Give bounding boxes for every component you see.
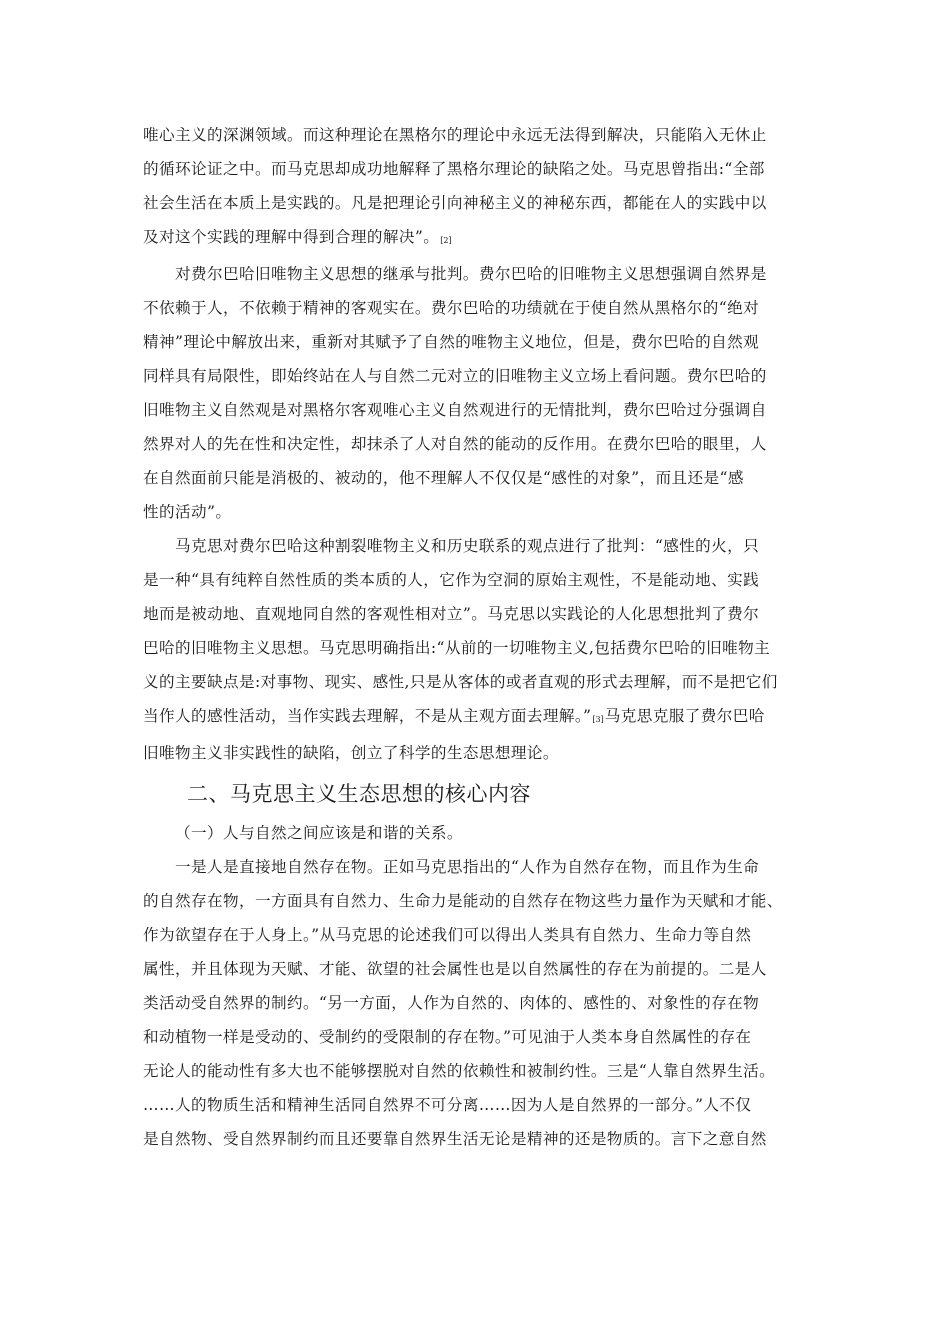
- paragraph-marx-critique: [143, 529, 819, 770]
- text-line: 是自然物、受自然界制约而且还要靠自然界生活无论是精神的还是物质的。言下之意自然: [143, 1130, 767, 1148]
- text-line: 属性，并且体现为天赋、才能、欲望的社会属性也是以自然属性的存在为前提的。二是人: [143, 960, 767, 978]
- text-line: 作为欲望存在于人身上。”从马克思的论述我们可以得出人类具有自然力、生命力等自然: [143, 926, 752, 944]
- paragraph-hegel-critique: [143, 118, 819, 257]
- citation-marker: [3]: [592, 715, 604, 724]
- text-line: 无论人的能动性有多大也不能够摆脱对自然的依赖性和被制约性。三是“人靠自然界生活。: [143, 1062, 776, 1080]
- text-line: 不依赖于人，不依赖于精神的客观实在。费尔巴哈的功绩就在于使自然从黑格尔的“绝对: [143, 299, 760, 317]
- text-segment: 当作人的感性活动，当作实践去理解，不是从主观方面去理解。”: [143, 707, 592, 725]
- text-line: ……人的物质生活和精神生活同自然界不可分离……因为人是自然界的一部分。”人不仅: [143, 1096, 752, 1114]
- text-segment: 马克思克服了费尔巴哈: [604, 707, 765, 725]
- paragraph-feuerbach-inheritance: [143, 257, 819, 529]
- text-line: 一是人是直接地自然存在物。正如马克思指出的“人作为自然存在物，而且作为生命: [175, 858, 760, 876]
- text-line: 社会生活在本质上是实践的。凡是把理论引向神秘主义的神秘东西，都能在人的实践中以: [143, 194, 767, 212]
- text-line: 同样具有局限性，即始终站在人与自然二元对立的旧唯物主义立场上看问题。费尔巴哈的: [143, 367, 767, 385]
- text-line: 马克思对费尔巴哈这种割裂唯物主义和历史联系的观点进行了批判：“感性的火，只: [175, 537, 760, 555]
- text-line: 巴哈的旧唯物主义思想。马克思明确指出:“从前的一切唯物主义,包括费尔巴哈的旧唯物主: [143, 639, 771, 657]
- text-line: 旧唯物主义自然观是对黑格尔客观唯心主义自然观进行的无情批判，费尔巴哈过分强调自: [143, 401, 767, 419]
- citation-marker: [2]: [440, 236, 452, 245]
- text-segment: 及对这个实践的理解中得到合理的解决”。: [143, 228, 440, 246]
- text-line: 的自然存在物，一方面具有自然力、生命力是能动的自然存在物这些力量作为天赋和才能、: [143, 892, 783, 910]
- document-page: [143, 118, 819, 1156]
- text-line: 旧唯物主义非实践性的缺陷，创立了科学的生态思想理论。: [143, 744, 559, 762]
- text-line: 然界对人的先在性和决定性，却抹杀了人对自然的能动的反作用。在费尔巴哈的眼里，人: [143, 435, 767, 453]
- text-line: 和动植物一样是受动的、受制约的受限制的存在物。”可见油于人类本身自然属性的存在: [143, 1028, 752, 1046]
- text-line: 唯心主义的深渊领域。而这种理论在黑格尔的理论中永远无法得到解决，只能陷入无休止: [143, 126, 767, 144]
- text-line: 地而是被动地、直观地同自然的客观性相对立”。马克思以实践论的人化思想批判了费尔: [143, 605, 760, 623]
- text-line: 对费尔巴哈旧唯物主义思想的继承与批判。费尔巴哈的旧唯物主义思想强调自然界是: [175, 265, 767, 283]
- text-line: 义的主要缺点是:对事物、现实、感性,只是从客体的或者直观的形式去理解，而不是把它们: [143, 673, 778, 691]
- text-line: 精神”理论中解放出来，重新对其赋予了自然的唯物主义地位，但是，费尔巴哈的自然观: [143, 333, 760, 351]
- text-line: 的循环论证之中。而马克思却成功地解释了黑格尔理论的缺陷之处。马克思曾指出:“全部: [143, 160, 765, 178]
- text-line: 在自然面前只能是消极的、被动的，他不理解人不仅仅是“感性的对象”，而且还是“感: [143, 469, 744, 487]
- section-heading: 二、马克思主义生态思想的核心内容: [187, 782, 531, 806]
- text-line: 类活动受自然界的制约。“另一方面，人作为自然的、肉体的、感性的、对象性的存在物: [143, 994, 760, 1012]
- paragraph-human-nature: [143, 850, 819, 1156]
- text-line: 是一种“具有纯粹自然性质的类本质的人，它作为空洞的原始主观性，不是能动地、实践: [143, 571, 760, 589]
- text-line: [143, 699, 819, 736]
- text-line: [143, 220, 819, 257]
- subsection-heading: （一）人与自然之间应该是和谐的关系。: [175, 824, 463, 842]
- text-line: 性的活动”。: [143, 503, 232, 521]
